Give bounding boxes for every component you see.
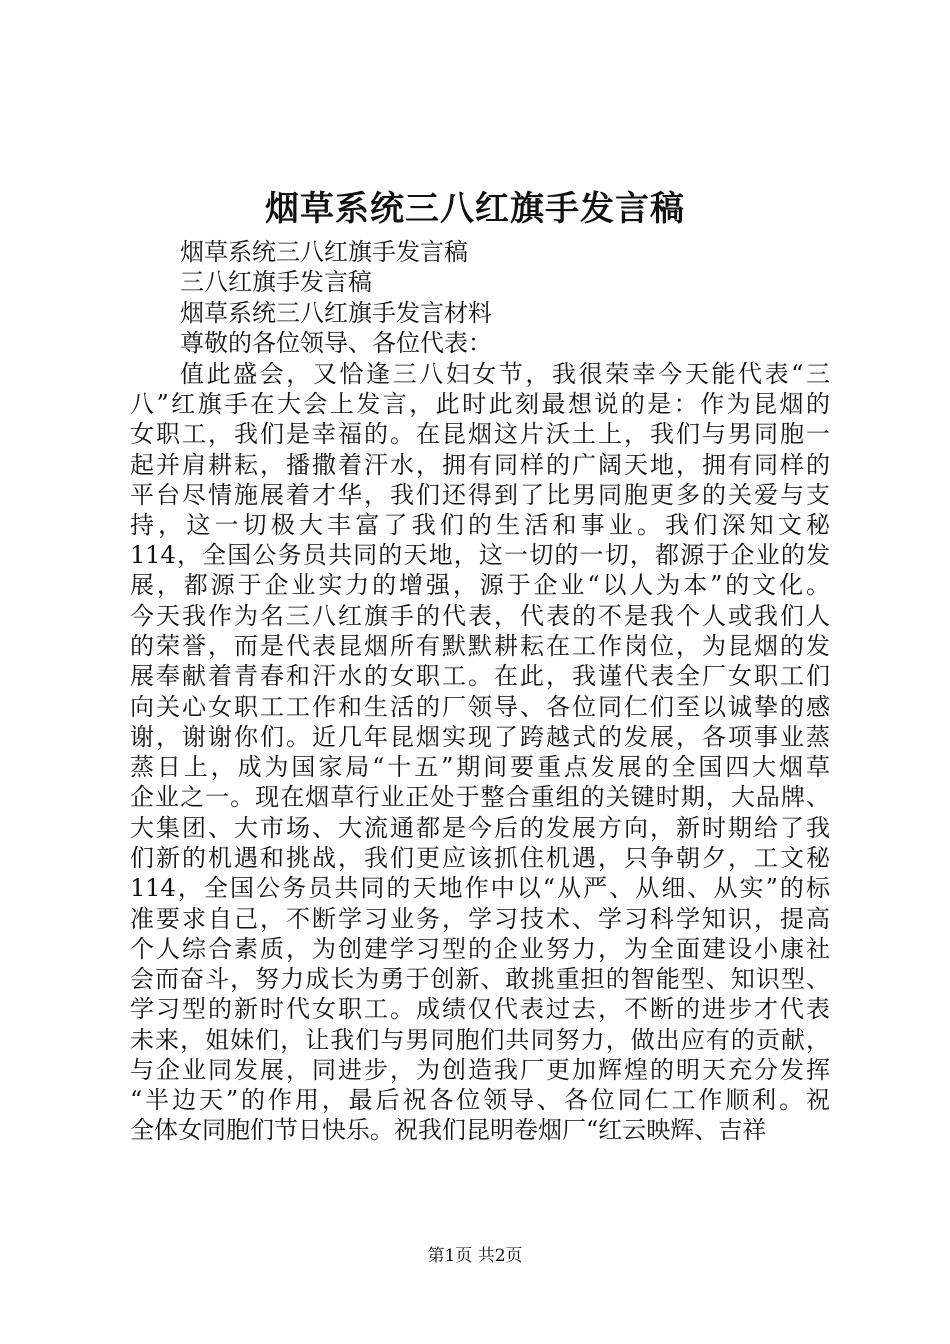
body-text-line: 向关心女职工工作和生活的厂领导、各位同仁们至以诚挚的感 — [130, 693, 830, 721]
body-text-line: 蒸日上，成为国家局“十五”期间要重点发展的全国四大烟草 — [130, 753, 830, 781]
body-text-line: 谢，谢谢你们。近几年昆烟实现了跨越式的发展，各项事业蒸 — [130, 723, 830, 751]
body-text-line: 准要求自己，不断学习业务，学习技术、学习科学知识，提高 — [130, 905, 830, 933]
body-text-line: 114，全国公务员共同的天地作中以“从严、从细、从实”的标 — [130, 874, 830, 902]
body-text-line: 女职工，我们是幸福的。在昆烟这片沃土上，我们与男同胞一 — [130, 420, 830, 448]
body-text-line: 们新的机遇和挑战，我们更应该抓住机遇，只争朝夕，工文秘 — [130, 844, 830, 872]
body-text-line: 学习型的新时代女职工。成绩仅代表过去，不断的进步才代表 — [130, 995, 830, 1023]
document-title: 烟草系统三八红旗手发言稿 — [265, 189, 685, 229]
body-text-line: “半边天”的作用，最后祝各位领导、各位同仁工作顺利。祝 — [130, 1086, 830, 1114]
subtitle-line: 烟草系统三八红旗手发言材料 — [180, 299, 492, 327]
body-text-line: 持，这一切极大丰富了我们的生活和事业。我们深知文秘 — [130, 511, 830, 539]
body-text-line: 114，全国公务员共同的天地，这一切的一切，都源于企业的发 — [130, 541, 830, 569]
subtitle-line: 烟草系统三八红旗手发言稿 — [180, 238, 468, 266]
subtitle-line: 三八红旗手发言稿 — [180, 268, 372, 296]
body-text-line: 今天我作为名三八红旗手的代表，代表的不是我个人或我们人 — [130, 602, 830, 630]
body-text-line: 的荣誉，而是代表昆烟所有默默耕耘在工作岗位，为昆烟的发 — [130, 632, 830, 660]
body-text-line: 企业之一。现在烟草行业正处于整合重组的关键时期，大品牌、 — [130, 783, 830, 811]
body-text-line: 起并肩耕耘，播撒着汗水，拥有同样的广阔天地，拥有同样的 — [130, 451, 830, 479]
salutation-line: 尊敬的各位领导、各位代表： — [180, 329, 492, 357]
page-number-footer: 第1页 共2页 — [427, 1246, 523, 1266]
body-text-line: 与企业同发展，同进步，为创造我厂更加辉煌的明天充分发挥 — [130, 1056, 830, 1084]
body-text-line: 展奉献着青春和汗水的女职工。在此，我谨代表全厂女职工们 — [130, 662, 830, 690]
body-text-line: 平台尽情施展着才华，我们还得到了比男同胞更多的关爱与支 — [130, 481, 830, 509]
body-text-line: 个人综合素质，为创建学习型的企业努力，为全面建设小康社 — [130, 935, 830, 963]
body-text-line: 八”红旗手在大会上发言，此时此刻最想说的是：作为昆烟的 — [130, 390, 830, 418]
body-text-line: 大集团、大市场、大流通都是今后的发展方向，新时期给了我 — [130, 814, 830, 842]
body-text-line: 全体女同胞们节日快乐。祝我们昆明卷烟厂“红云映辉、吉祥 — [130, 1116, 767, 1144]
body-text-line: 展，都源于企业实力的增强，源于企业“以人为本”的文化。 — [130, 571, 830, 599]
body-text-line: 会而奋斗，努力成长为勇于创新、敢挑重担的智能型、知识型、 — [130, 965, 830, 993]
body-text-line: 值此盛会，又恰逢三八妇女节，我很荣幸今天能代表“三 — [180, 360, 830, 388]
body-text-line: 未来，姐妹们，让我们与男同胞们共同努力，做出应有的贡献， — [130, 1026, 830, 1054]
